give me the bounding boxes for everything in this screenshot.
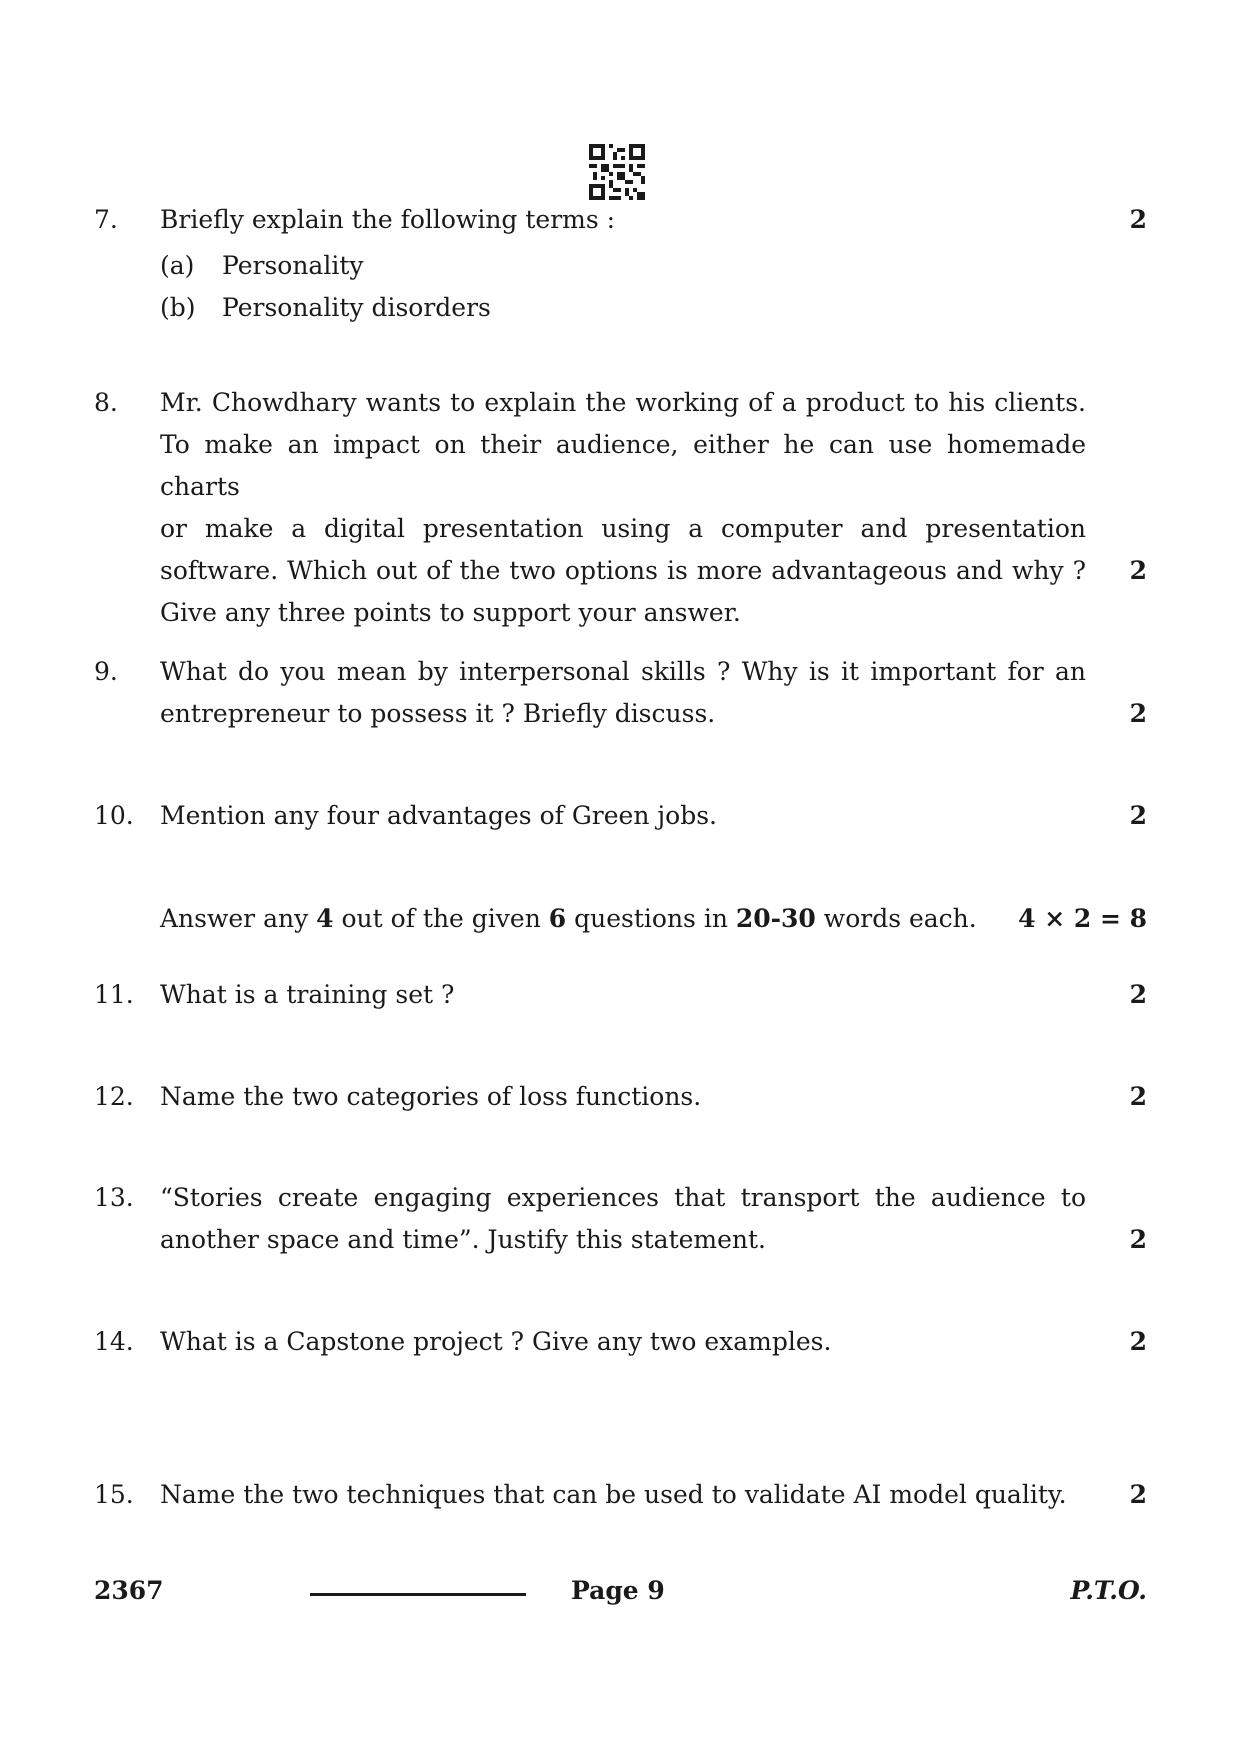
question-text: Name the two categories of loss functions. xyxy=(160,1082,702,1111)
question-number: 14. xyxy=(94,1327,134,1356)
pto-label: P.T.O. xyxy=(1070,1576,1147,1605)
question-text: What is a training set ? xyxy=(160,980,455,1009)
sub-item-a: (a) Personality xyxy=(160,251,364,280)
marks: 2 xyxy=(1129,1327,1147,1356)
marks: 2 xyxy=(1129,1480,1147,1509)
section-instruction: Answer any 4 out of the given 6 questions in 20-30 words each. xyxy=(160,904,977,933)
marks: 2 xyxy=(1129,980,1147,1009)
question-text: What is a Capstone project ? Give any two examples. xyxy=(160,1327,832,1356)
question-number: 8. xyxy=(94,388,118,417)
sub-item-b: (b) Personality disorders xyxy=(160,293,491,322)
paper-code: 2367 xyxy=(94,1576,164,1605)
marks: 2 xyxy=(1129,205,1147,234)
question-number: 10. xyxy=(94,801,134,830)
question-number: 9. xyxy=(94,657,118,686)
marks: 2 xyxy=(1129,801,1147,830)
footer-divider xyxy=(310,1593,526,1596)
question-number: 7. xyxy=(94,205,118,234)
page-number: Page 9 xyxy=(571,1576,665,1605)
question-number: 12. xyxy=(94,1082,134,1111)
question-text: Mr. Chowdhary wants to explain the working of a product to his clients. To make an impact on their audience, either he can use homemade charts or make a digital presentation using a computer and presentation software. Which out of the two options is more advantageous and why ? Give any three points to support your answer. xyxy=(160,388,1086,627)
qr-code xyxy=(589,144,645,200)
question-text: Mention any four advantages of Green jobs. xyxy=(160,801,717,830)
question-text: “Stories create engaging experiences that transport the audience to another space and time”. Justify this statement. xyxy=(160,1183,1086,1254)
question-text: Briefly explain the following terms : (a) Personality (b) Personality disorders xyxy=(160,199,1090,329)
question-number: 15. xyxy=(94,1480,134,1509)
marks: 2 xyxy=(1129,699,1147,728)
section-marks: 4 × 2 = 8 xyxy=(1018,904,1147,933)
question-text: What do you mean by interpersonal skills ? Why is it important for an entrepreneur to possess it ? Briefly discuss. xyxy=(160,657,1086,728)
question-text: Name the two techniques that can be used to validate AI model quality. xyxy=(160,1480,1067,1509)
marks: 2 xyxy=(1129,556,1147,585)
question-number: 13. xyxy=(94,1183,134,1212)
marks: 2 xyxy=(1129,1082,1147,1111)
question-number: 11. xyxy=(94,980,134,1009)
marks: 2 xyxy=(1129,1225,1147,1254)
